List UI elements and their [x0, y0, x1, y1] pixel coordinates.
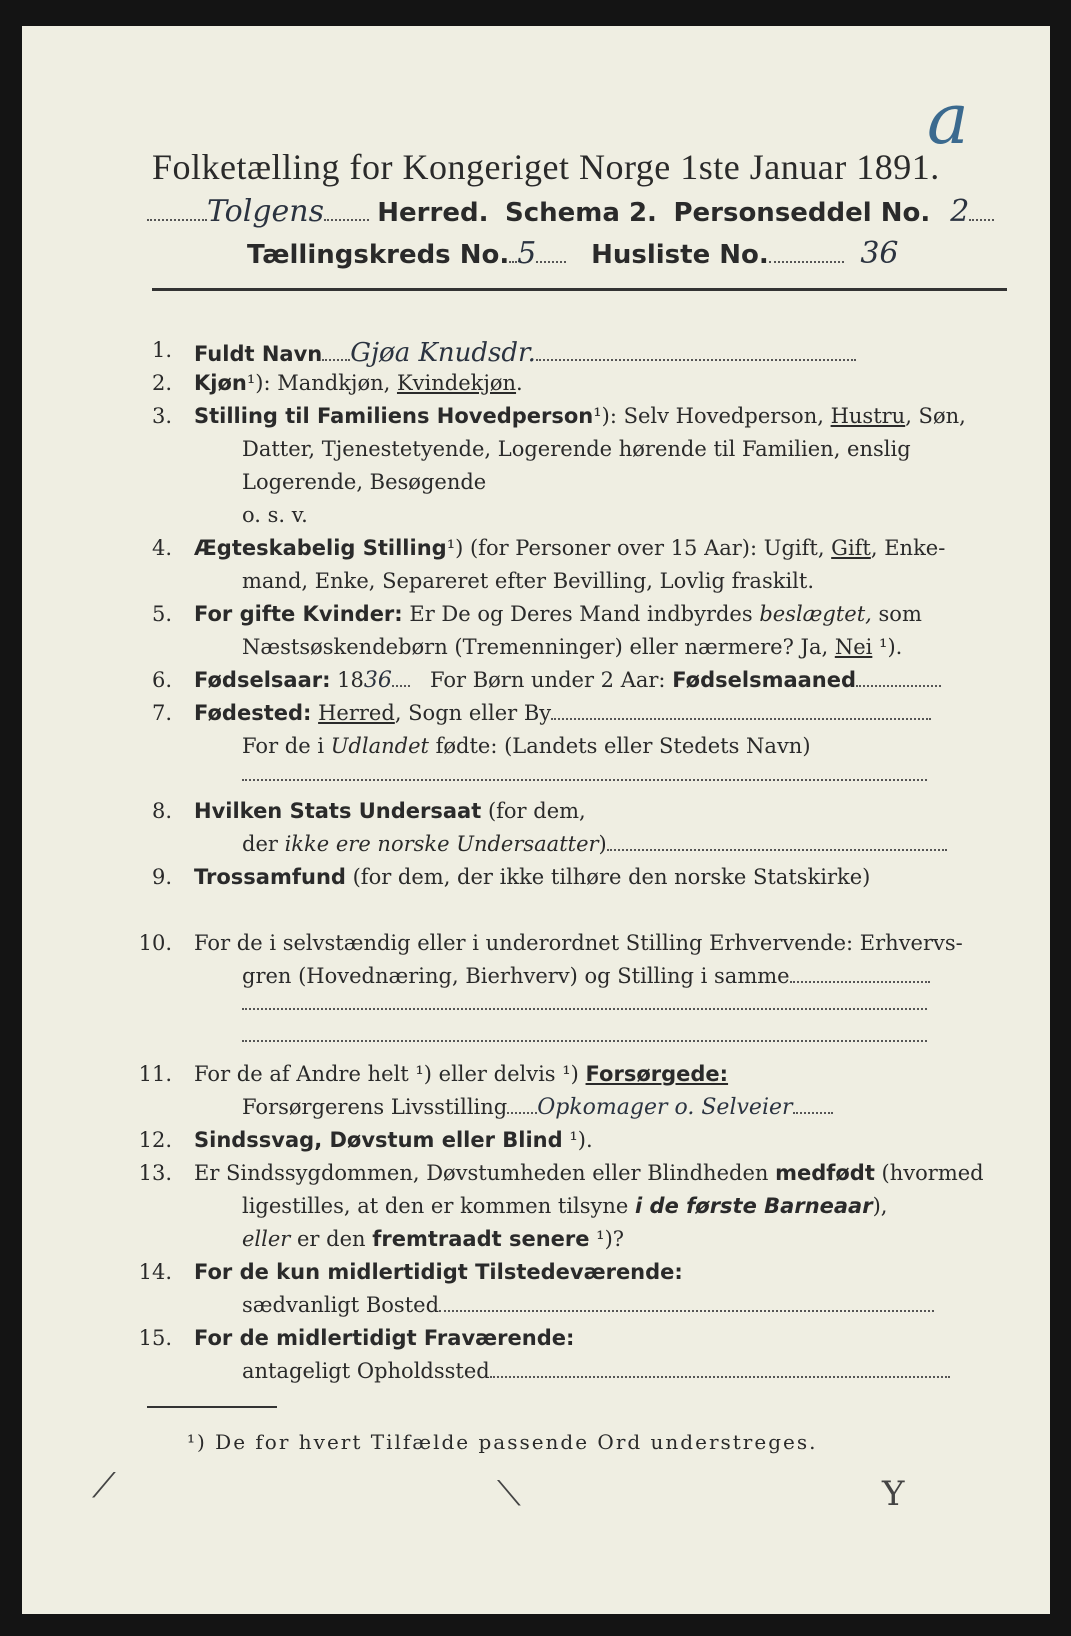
- census-form-sheet: [22, 26, 1050, 1614]
- item-11-label-2: Forsørgerens Livsstilling: [242, 1095, 508, 1119]
- item-8-italic: ikke ere norske Undersaatter: [284, 832, 599, 856]
- item-12-number: 12.: [138, 1128, 172, 1152]
- item-3-text: ¹): Selv Hovedperson,: [593, 404, 831, 428]
- item-4-label: Ægteskabelig Stilling: [194, 536, 447, 560]
- item-13-line-2: [242, 1194, 887, 1218]
- item-15-label: For de midlertidigt Fraværende:: [194, 1326, 575, 1350]
- item-11-line-1: [194, 1062, 728, 1086]
- item-4-end: , Enke-: [870, 536, 946, 560]
- item-2-line: [194, 371, 523, 395]
- item-13-line-3: [242, 1227, 624, 1251]
- footnote-rule: [147, 1406, 277, 1408]
- item-10-line-2: [242, 964, 930, 988]
- item-9-line: [194, 865, 870, 889]
- herred-label: Herred.: [377, 198, 489, 228]
- item-10-text: gren (Hovednæring, Bierhverv) og Stilling i samme: [242, 964, 790, 988]
- item-15-line-1: [194, 1326, 574, 1350]
- item-14-label: For de kun midlertidigt Tilstedeværende:: [194, 1260, 683, 1284]
- item-8-label: Hvilken Stats Undersaat: [194, 799, 482, 823]
- item-12-line: [194, 1128, 593, 1152]
- item-14-number: 14.: [138, 1260, 172, 1284]
- item-15-text: antageligt Opholdssted: [242, 1359, 490, 1383]
- item-8-end: ): [598, 832, 607, 856]
- item-7-italic: Udlandet: [330, 734, 429, 758]
- item-3-line-1: [194, 404, 966, 428]
- item-8-line-2: [242, 832, 947, 856]
- item-5-italic: beslægtet,: [759, 602, 872, 626]
- birth-year-value: 36: [363, 668, 392, 693]
- item-12-label: Sindssvag, Døvstum eller Blind: [194, 1128, 563, 1152]
- item-5-line-2: [242, 635, 902, 659]
- item-4-number: 4.: [151, 536, 172, 560]
- item-2-number: 2.: [151, 371, 172, 395]
- item-2-end: .: [516, 371, 523, 395]
- item-5-note: ¹).: [872, 635, 903, 659]
- footnote: ¹) De for hvert Tilfælde passende Ord understreges.: [187, 1430, 818, 1454]
- item-7-text-2: For de i: [242, 734, 331, 758]
- item-13-italic-2: eller: [242, 1227, 291, 1251]
- item-13-bold: medfødt: [775, 1161, 875, 1185]
- item-10-number: 10.: [138, 931, 172, 955]
- item-6-label: Fødselsaar:: [194, 668, 331, 692]
- item-13-text: Er Sindssygdommen, Døvstumheden eller Blindheden: [194, 1161, 776, 1185]
- item-2-text: ¹): Mandkjøn,: [246, 371, 397, 395]
- item-4-line-2: mand, Enke, Separeret efter Bevilling, Lovlig fraskilt.: [242, 569, 815, 593]
- header-line-1: [147, 194, 994, 229]
- item-7-line-1: [194, 701, 931, 725]
- schema-label: Schema 2.: [504, 198, 657, 228]
- item-8-number: 8.: [151, 799, 172, 823]
- item-5-text: Er De og Deres Mand indbyrdes: [402, 602, 760, 626]
- item-4-underlined: Gift: [831, 536, 871, 560]
- item-1-number: 1.: [151, 338, 172, 362]
- form-title: Folketælling for Kongeriget Norge 1ste Januar 1891.: [152, 147, 940, 187]
- item-11-text: For de af Andre helt ¹) eller delvis ¹): [194, 1062, 586, 1086]
- item-2-label: Kjøn: [194, 371, 247, 395]
- corner-mark-right-icon: Y: [882, 1474, 905, 1514]
- item-13-note: ¹)?: [589, 1227, 625, 1251]
- provider-occupation-value: Opkomager o. Selveier: [537, 1095, 793, 1120]
- kreds-value: 5: [517, 236, 537, 271]
- item-7-underlined: Herred: [318, 701, 395, 725]
- item-11-number: 11.: [138, 1062, 172, 1086]
- item-13-number: 13.: [138, 1161, 172, 1185]
- item-8-text: (for dem,: [481, 799, 586, 823]
- item-9-label: Trossamfund: [194, 865, 346, 889]
- item-13-end: (hvormed: [874, 1161, 984, 1185]
- item-11-line-2: [242, 1095, 833, 1120]
- corner-mark-left-icon: ⟋: [92, 1466, 116, 1506]
- item-13-end-2: ),: [872, 1194, 888, 1218]
- item-3-line-3: Logerende, Besøgende: [242, 470, 487, 494]
- item-6-text: For Børn under 2 Aar:: [429, 668, 673, 692]
- item-14-line-1: [194, 1260, 683, 1284]
- husliste-label: Husliste No.: [591, 240, 769, 270]
- item-4-line-1: [194, 536, 945, 560]
- husliste-value: 36: [860, 236, 899, 271]
- item-12-note: ¹).: [562, 1128, 593, 1152]
- item-13-italic: i de første Barneaar: [635, 1194, 873, 1218]
- item-14-text: sædvanligt Bosted: [242, 1293, 440, 1317]
- personseddel-value: 2: [950, 194, 970, 229]
- item-4-text: ¹) (for Personer over 15 Aar): Ugift,: [446, 536, 832, 560]
- item-10-line-1: For de i selvstændig eller i underordnet Stilling Erhvervende: Erhvervs-: [194, 931, 963, 955]
- item-11-bold: Forsørgede:: [585, 1062, 729, 1086]
- item-14-line-2: [242, 1293, 934, 1317]
- item-8-text-2: der: [242, 832, 285, 856]
- item-7-text-3: fødte: (Landets eller Stedets Navn): [428, 734, 811, 758]
- header-line-2: [247, 236, 899, 271]
- item-9-text: (for dem, der ikke tilhøre den norske Statskirke): [345, 865, 871, 889]
- item-13-text-2: ligestilles, at den er kommen tilsyne: [242, 1194, 636, 1218]
- item-3-line-4: o. s. v.: [242, 503, 308, 527]
- item-3-number: 3.: [151, 404, 172, 428]
- item-6-line: [194, 668, 941, 693]
- item-6-number: 6.: [151, 668, 172, 692]
- item-3-line-2: Datter, Tjenestetyende, Logerende hørende til Familien, enslig: [242, 437, 911, 461]
- item-5-underlined: Nei: [834, 635, 873, 659]
- item-1-line: [194, 338, 856, 368]
- item-13-bold-2: fremtraadt senere: [372, 1227, 590, 1251]
- item-5-number: 5.: [151, 602, 172, 626]
- herred-value: Tolgens: [207, 194, 325, 229]
- item-15-number: 15.: [138, 1326, 172, 1350]
- item-3-underlined: Hustru: [830, 404, 906, 428]
- item-9-number: 9.: [151, 865, 172, 889]
- item-5-label: For gifte Kvinder:: [194, 602, 403, 626]
- item-8-line-1: [194, 799, 586, 823]
- item-10-blank-line-1: [242, 991, 927, 1015]
- item-7-line-2: [242, 734, 811, 758]
- corner-handwritten-mark: a: [927, 78, 969, 160]
- item-13-line-1: [194, 1161, 984, 1185]
- corner-mark-center-icon: ⟍: [497, 1474, 521, 1514]
- item-6-prefix: 18: [330, 668, 364, 692]
- item-1-label: Fuldt Navn: [194, 342, 323, 366]
- personseddel-label: Personseddel No.: [673, 198, 931, 228]
- item-15-line-2: [242, 1359, 950, 1383]
- header-rule: [152, 288, 1007, 291]
- kreds-label: Tællingskreds No.: [247, 240, 510, 270]
- item-3-end: , Søn,: [905, 404, 966, 428]
- item-13-text-3: er den: [290, 1227, 373, 1251]
- full-name-value: Gjøa Knudsdr.: [350, 338, 536, 368]
- item-7-text: , Sogn eller By: [394, 701, 552, 725]
- item-7-label: Fødested:: [194, 701, 312, 725]
- item-7-blank-line: [242, 762, 927, 786]
- item-5-end: som: [871, 602, 922, 626]
- item-10-blank-line-2: [242, 1023, 927, 1047]
- item-3-label: Stilling til Familiens Hovedperson: [194, 404, 594, 428]
- item-7-number: 7.: [151, 701, 172, 725]
- item-5-question: Næstsøskendebørn (Tremenninger) eller nærmere? Ja,: [242, 635, 835, 659]
- item-5-line-1: [194, 602, 922, 626]
- item-6-bold: Fødselsmaaned: [672, 668, 857, 692]
- item-2-underlined: Kvindekjøn: [396, 371, 517, 395]
